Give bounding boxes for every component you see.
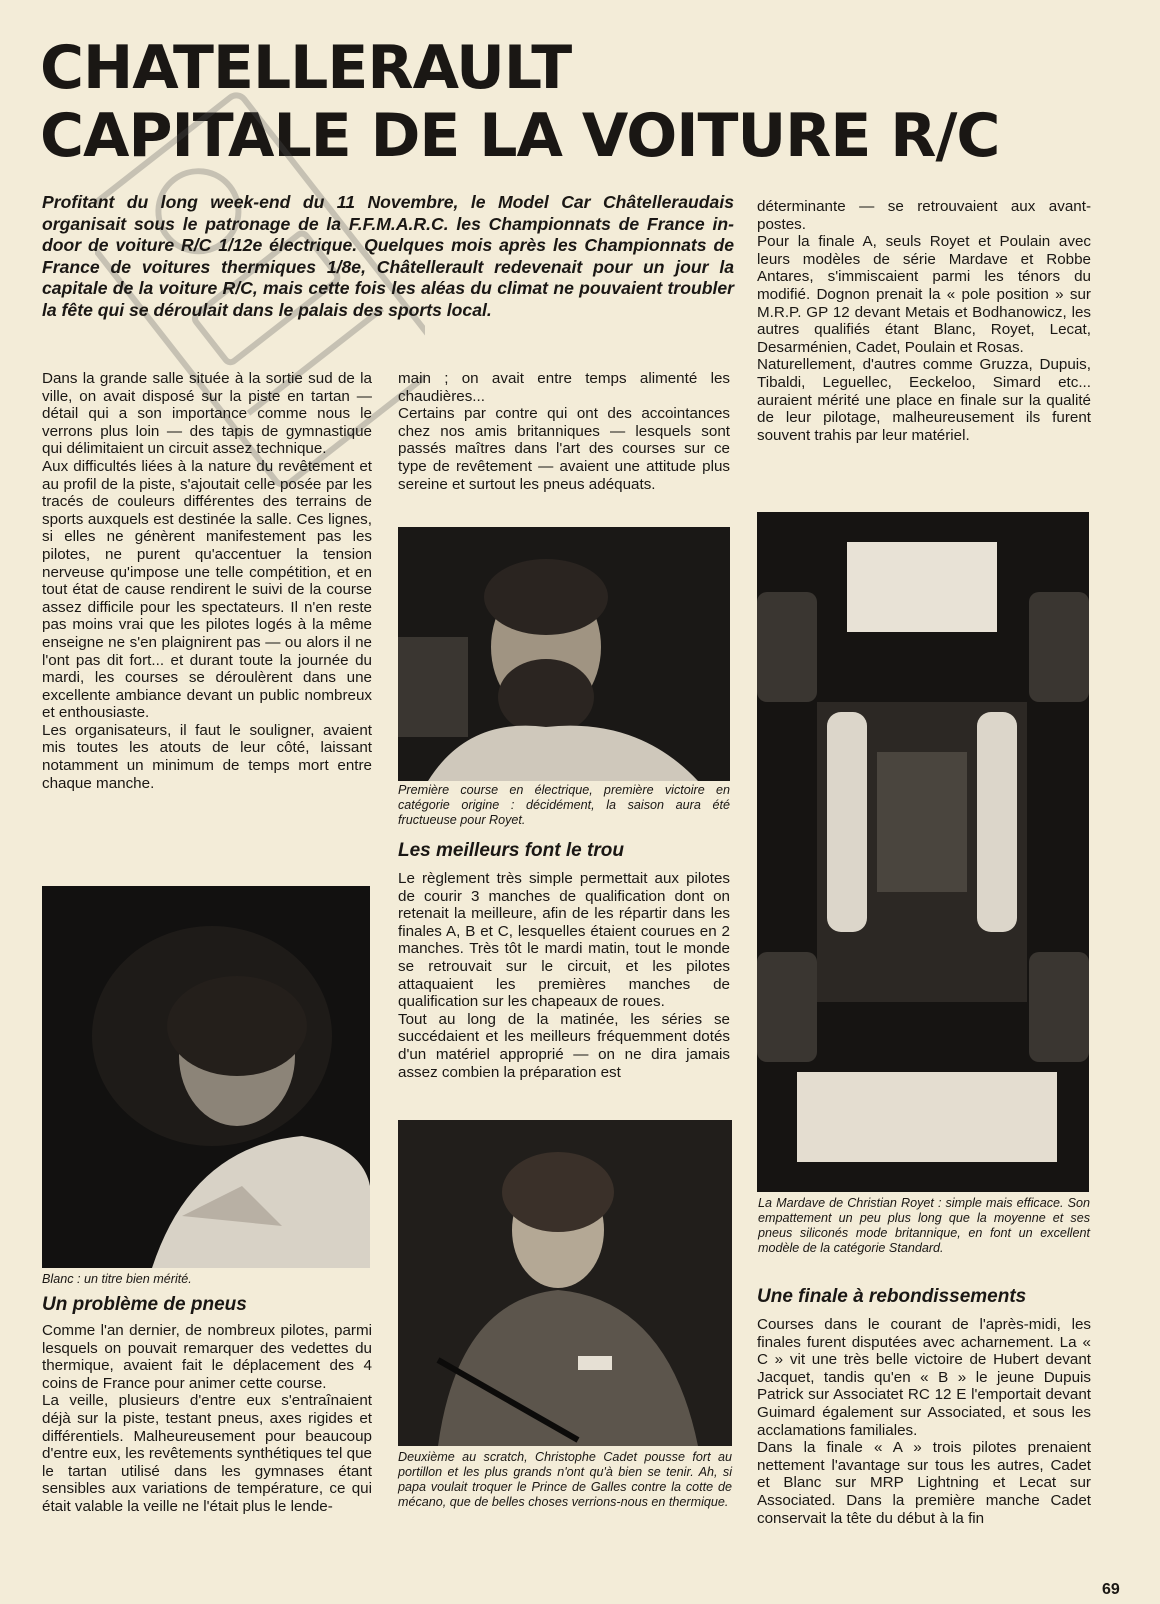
photo-caption: Première course en électrique, première victoire en catégorie origine : décidément, la saison aura été fructueuse pour Royet.	[398, 783, 730, 827]
photo-royet	[398, 527, 730, 781]
column-2-continued	[398, 870, 730, 1081]
title-line-2: CAPITALE DE LA VOITURE R/C	[40, 101, 1000, 171]
section-heading: Une finale à rebondissements	[757, 1286, 1027, 1307]
column-1-continued	[42, 1322, 372, 1516]
paragraph: Courses dans le courant de l'après-midi, les finales furent disputées avec acharnement. La « C » vit une très belle victoire de Hubert devant Jacquet, tandis qu'en « B » le jeune Dupuis Patrick sur Associatet RC 12 E l'emportait devant Guimard également sur Associated, et sous les acclamations familiales.	[757, 1316, 1091, 1439]
paragraph: Le règlement très simple permettait aux pilotes de courir 3 manches de qualification dont on retenait la meilleure, afin de les répartir dans les finales A, B et C, lesquelles étaient courues en 2 manches. Très tôt le mardi matin, tout le monde se retrouvait sur le circuit, et les pilotes attaquaient les premières manches de qualification sur les chapeaux de roues.	[398, 870, 730, 1011]
paragraph: main ; on avait entre temps alimenté les chaudières...	[398, 370, 730, 405]
page-number: 69	[1102, 1581, 1120, 1598]
section-heading: Un problème de pneus	[42, 1294, 247, 1315]
photo-caption: Blanc : un titre bien mérité.	[42, 1272, 192, 1286]
paragraph: Pour la finale A, seuls Royet et Poulain avec leurs modèles de série Mardave et Robbe Antares, s'immiscaient parmi les ténors du modifié. Dognon prenait la « pole position » sur M.R.P. GP 12 devant Metais et Bodhanowicz, les autres qualifiés étant Blanc, Royet, Lecat, Desarménien, Cadet, Poulain et Rosas.	[757, 233, 1091, 356]
title-line-1: CHATELLERAULT	[40, 33, 572, 103]
column-3-text	[757, 198, 1091, 444]
paragraph: déterminante — se retrouvaient aux avant-postes.	[757, 198, 1091, 233]
article-title	[40, 34, 1160, 170]
article-intro: Profitant du long week-end du 11 Novembre, le Model Car Châtelleraudais organisait sous le patronage de la F.F.M.A.R.C. les Championnats de France in-door de voiture R/C 1/12e électrique. Quelques mois après les Championnats de France de voitures thermiques 1/8e, Châtellerault redevenait pour un jour la capitale de la voiture R/C, mais cette fois les aléas du climat ne pouvaient troubler la fête qui se déroulait dans le palais des sports local.	[42, 192, 734, 320]
photo-caption: Deuxième au scratch, Christophe Cadet pousse fort au portillon et les plus grands n'ont qu'à bien se tenir. Ah, si papa voulait troquer le Prince de Galles contre la cotte de mécano, que de belles choses verrions-nous en thermique.	[398, 1450, 732, 1509]
paragraph: Dans la grande salle située à la sortie sud de la ville, on avait disposé sur la piste en tartan — détail qui a son importance comme nous le verrons plus loin — des tapis de gymnastique qui délimitaient un circuit assez technique.	[42, 370, 372, 458]
section-heading: Les meilleurs font le trou	[398, 840, 624, 861]
photo-caption: La Mardave de Christian Royet : simple mais efficace. Son empattement un peu plus long que la moyenne et ses pneus siliconés mode britannique, en font un excellent modèle de la catégorie Standard.	[758, 1196, 1090, 1255]
paragraph: Aux difficultés liées à la nature du revêtement et au profil de la piste, s'ajoutait celle posée par les tracés de couleurs différentes des terrains de sports auxquels est destinée la salle. Ces lignes, si elles ne génèrent manifestement pas les pilotes, ne purent qu'accentuer la tension nerveuse qu'impose une telle compétition, et en tout état de cause rendirent le suivi de la course assez difficile pour les spectateurs. Il n'en reste pas moins vrai que les pilotes logés à la même enseigne ne s'en plaignirent pas — ou alors il ne l'ont pas dit fort... et durant toute la journée du mardi, les courses se déroulèrent dans une excellente ambiance devant un public nombreux et enthousiaste.	[42, 457, 372, 722]
column-2-text	[398, 370, 730, 493]
paragraph: Les organisateurs, il faut le souligner, avaient mis toutes les atouts de leur côté, laissant notamment un minimum de temps mort entre chaque manche.	[42, 721, 372, 792]
column-3-continued	[757, 1316, 1091, 1527]
photo-blanc	[42, 886, 370, 1268]
paragraph: Comme l'an dernier, de nombreux pilotes, parmi lesquels on pouvait remarquer des vedettes du thermique, avaient fait le déplacement des 4 coins de France pour animer cette course.	[42, 1322, 372, 1392]
paragraph: Dans la finale « A » trois pilotes prenaient nettement l'avantage sur tous les autres, Cadet et Blanc sur MRP Lightning et Lecat sur Associated. Dans la première manche Cadet conservait la tête du début à la fin	[757, 1439, 1091, 1527]
paragraph: Tout au long de la matinée, les séries se succédaient et les meilleurs fréquemment dotés d'un matériel approprié — on ne dira jamais assez combien la préparation est	[398, 1010, 730, 1081]
photo-mardave-car	[757, 512, 1089, 1192]
paragraph: Certains par contre qui ont des accointances chez nos amis britanniques — lesquels sont passés maîtres dans l'art des courses sur ce type de revêtement — avaient une attitude plus sereine et surtout les pneus adéquats.	[398, 405, 730, 493]
photo-cadet	[398, 1120, 732, 1446]
paragraph: Naturellement, d'autres comme Gruzza, Dupuis, Tibaldi, Leguellec, Eeckeloo, Simard etc... auraient mérité une place en finale sur la qualité de leur pilotage, malheureusement ils furent souvent trahis par leur matériel.	[757, 356, 1091, 444]
column-1-text	[42, 370, 372, 792]
paragraph: La veille, plusieurs d'entre eux s'entraînaient déjà sur la piste, testant pneus, axes rigides et différentiels. Malheureusement pour beaucoup d'entre eux, les revêtements synthétiques tel que le tartan utilisé dans les gymnases étant sensibles aux variations de température, ce qui était valable la veille ne l'était plus le lende-	[42, 1392, 372, 1515]
